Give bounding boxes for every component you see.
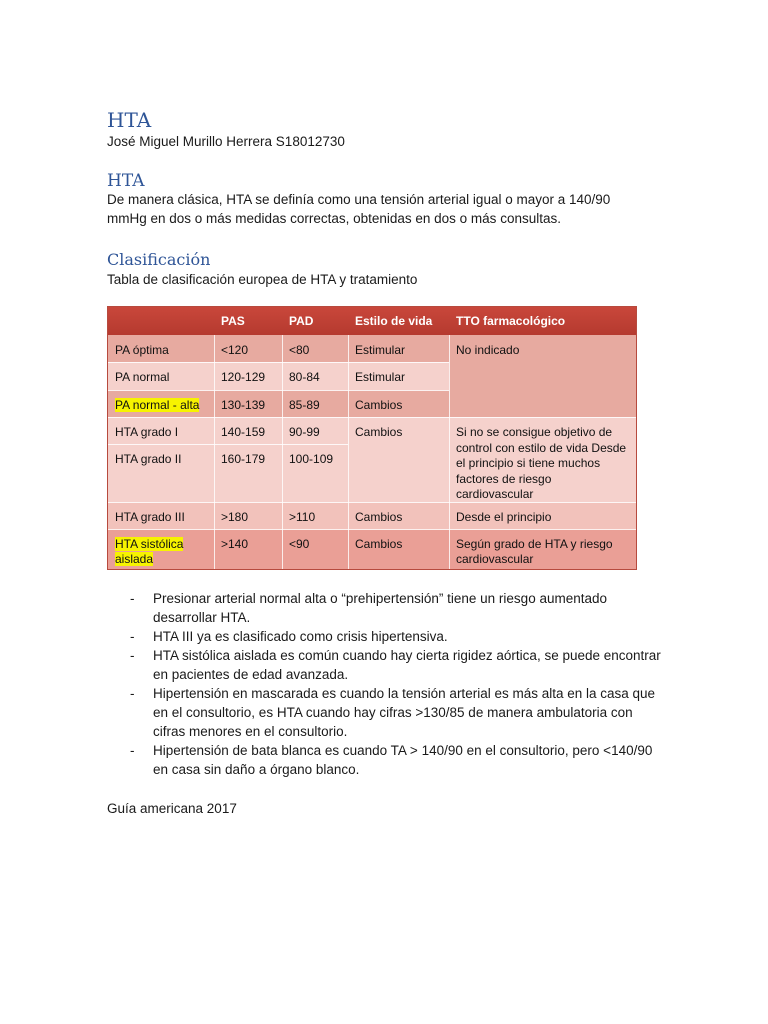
row-pad: 100-109 — [289, 452, 334, 466]
bullet-dash: - — [130, 591, 135, 606]
row-pas: 160-179 — [221, 452, 266, 466]
bullet-dash: - — [130, 629, 135, 644]
table-header-estilo: Estilo de vida — [355, 314, 433, 328]
list-item — [120, 627, 665, 646]
row-estilo: Cambios — [355, 537, 403, 551]
document-title: HTA — [107, 108, 152, 132]
section-body-hta: De manera clásica, HTA se definía como una tensión arterial igual o mayor a 140/90 mmHg en dos o más medidas correctas, obtenidas en dos o más consultas. — [107, 192, 611, 226]
highlighted-label: HTA sistólica aislada — [115, 537, 184, 566]
row-pad: 90-99 — [289, 425, 320, 439]
row-label-highlighted — [108, 393, 206, 418]
bullet-dash: - — [130, 686, 135, 701]
list-item-text: Presionar arterial normal alta o “prehipertensión” tiene un riesgo aumentado desarrollar HTA. — [153, 591, 608, 625]
bullet-dash: - — [130, 648, 135, 663]
row-pad: >110 — [289, 510, 316, 524]
row-label: HTA grado II — [115, 452, 182, 466]
author-line: José Miguel Murillo Herrera S18012730 — [107, 134, 345, 149]
footer-note: Guía americana 2017 — [107, 801, 237, 816]
table-header-pad: PAD — [289, 314, 314, 328]
row-pas: 120-129 — [221, 370, 266, 384]
section-heading-clasificacion: Clasificación — [107, 250, 211, 269]
row-pad: <90 — [289, 537, 310, 551]
list-item — [120, 741, 665, 779]
row-label-highlighted — [108, 532, 214, 572]
bullet-dash: - — [130, 743, 135, 758]
notes-list — [120, 589, 665, 779]
row-label: HTA grado III — [115, 510, 185, 524]
row-pas: 130-139 — [221, 398, 266, 412]
row-estilo: Cambios — [355, 510, 403, 524]
row-label: HTA grado I — [115, 425, 179, 439]
row-estilo: Estimular — [355, 370, 406, 384]
list-item — [120, 684, 665, 741]
classification-table — [107, 306, 637, 570]
table-header-tto: TTO farmacológico — [456, 314, 566, 328]
table-header-pas: PAS — [221, 314, 245, 328]
row-label: PA óptima — [115, 343, 169, 357]
row-estilo: Cambios — [355, 425, 403, 439]
row-pad: 85-89 — [289, 398, 320, 412]
list-item — [120, 646, 665, 684]
row-pas: >180 — [221, 510, 249, 524]
tto-no-indicado: No indicado — [456, 343, 520, 357]
row-estilo: Cambios — [355, 398, 403, 412]
tto-grado-1-2: Si no se consigue objetivo de control con estilo de vida Desde el principio si tiene muchos factores de riesgo cardiovascular — [456, 425, 627, 501]
table-caption: Tabla de clasificación europea de HTA y tratamiento — [107, 272, 418, 287]
table-divider — [108, 390, 449, 391]
list-item-text: Hipertensión de bata blanca es cuando TA > 140/90 en el consultorio, pero <140/90 en casa sin daño a órgano blanco. — [153, 743, 653, 777]
list-item — [120, 589, 665, 627]
row-pas: 140-159 — [221, 425, 266, 439]
row-estilo: Estimular — [355, 343, 406, 357]
tto-sistolica: Según grado de HTA y riesgo cardiovascular — [456, 537, 613, 566]
highlighted-label: PA normal - alta — [115, 398, 200, 412]
row-pas: >140 — [221, 537, 249, 551]
list-item-text: Hipertensión en mascarada es cuando la tensión arterial es más alta en la casa que en el consultorio, es HTA cuando hay cifras >130/85 de manera ambulatoria con cifras menores en el consultorio. — [153, 686, 656, 739]
row-pas: <120 — [221, 343, 249, 357]
row-label: PA normal — [115, 370, 170, 384]
row-pad: <80 — [289, 343, 310, 357]
list-item-text: HTA III ya es clasificado como crisis hipertensiva. — [153, 629, 448, 644]
row-pad: 80-84 — [289, 370, 320, 384]
section-heading-hta: HTA — [107, 171, 145, 191]
tto-grado-3: Desde el principio — [456, 510, 552, 524]
list-item-text: HTA sistólica aislada es común cuando hay cierta rigidez aórtica, se puede encontrar en pacientes de edad avanzada. — [153, 648, 661, 682]
